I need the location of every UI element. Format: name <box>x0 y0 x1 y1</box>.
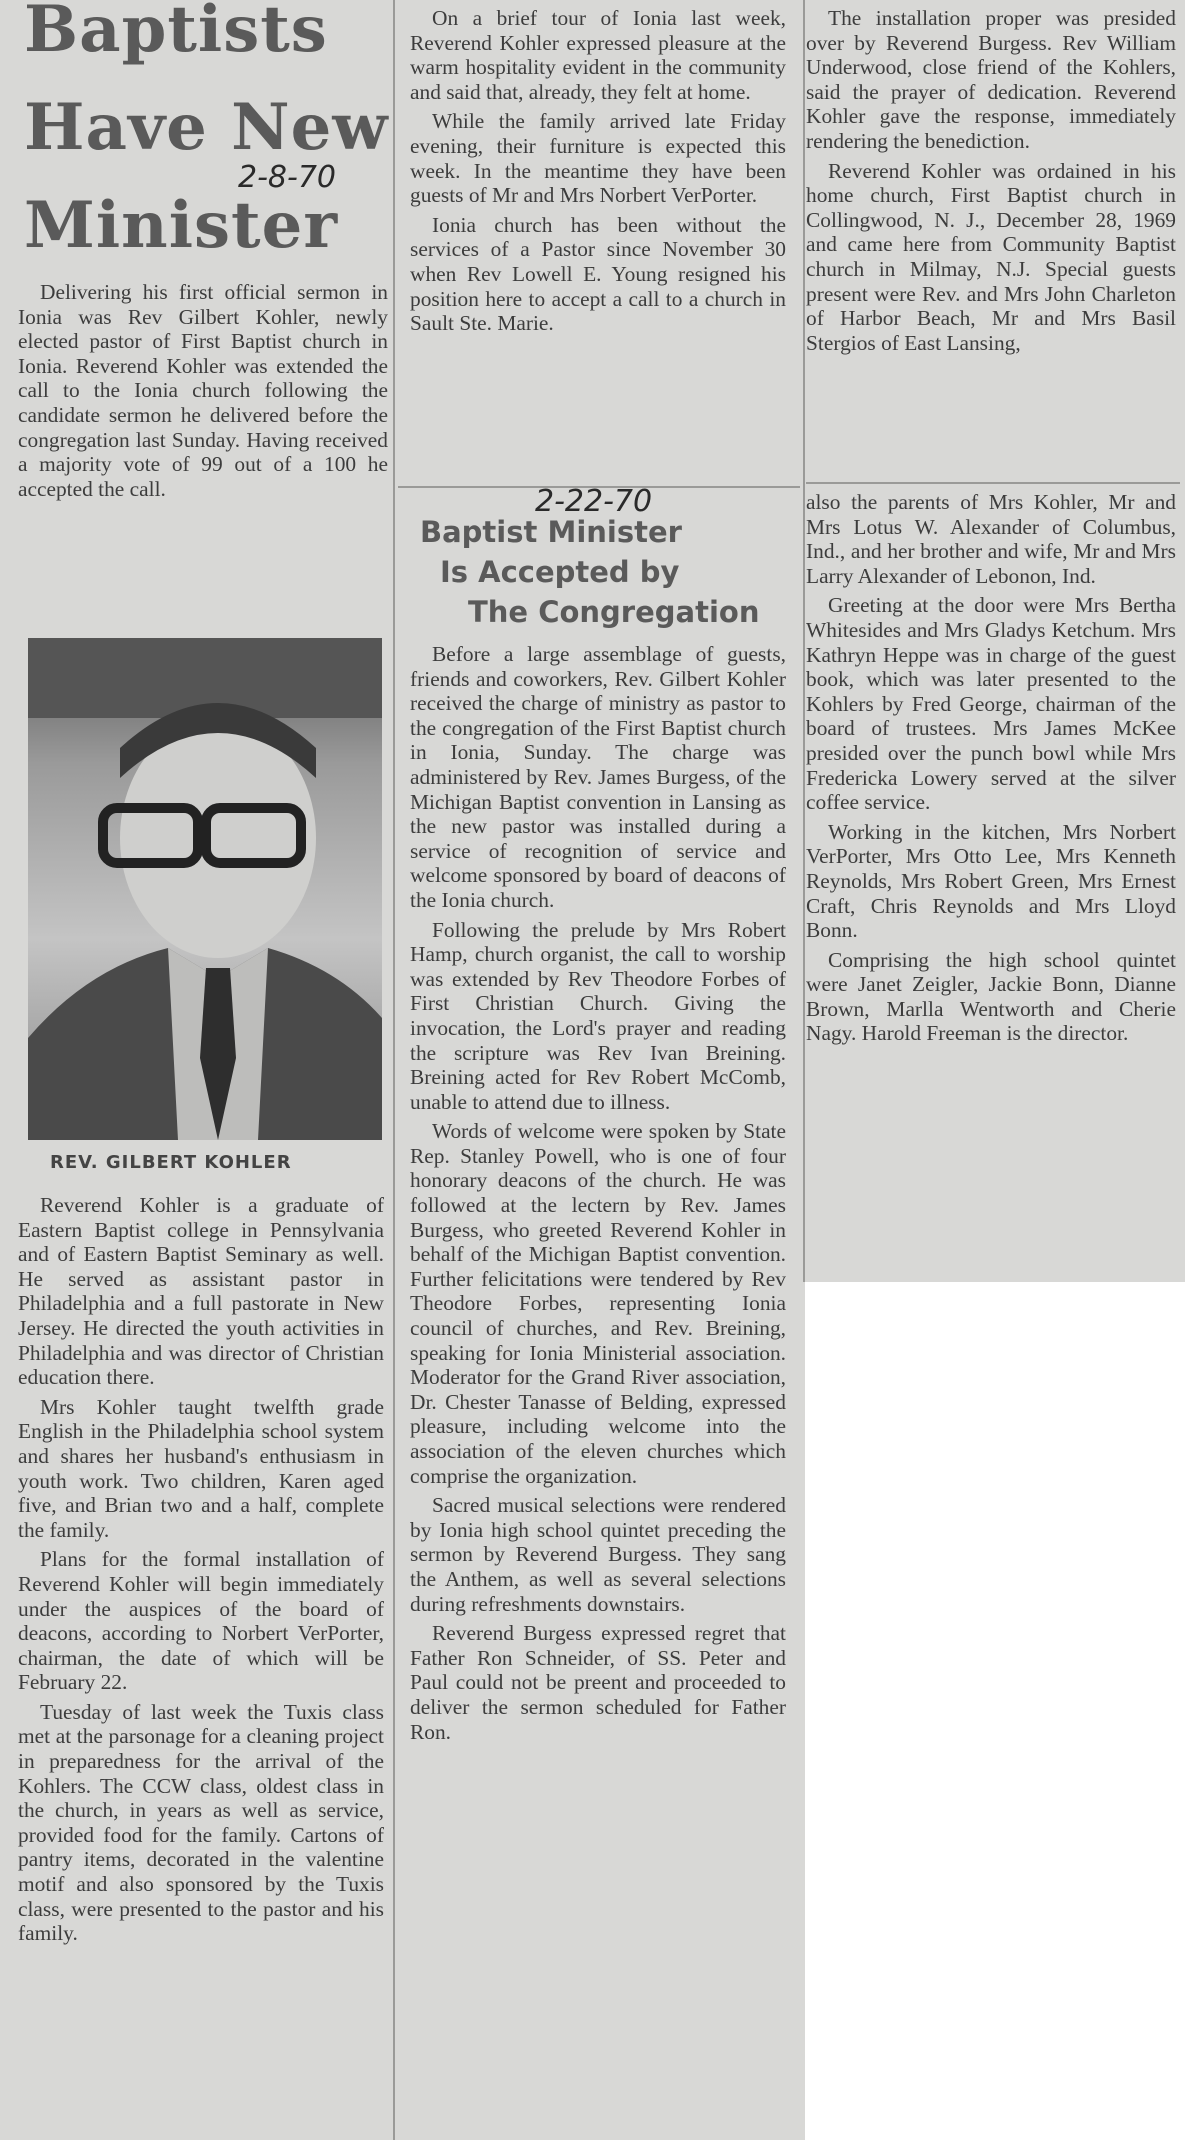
paragraph: Tuesday of last week the Tuxis class met at the parsonage for a cleaning project in preparedness for the arrival of the Kohlers. The CCW class, oldest class in the church, in years as well as service, provided food for the family. Cartons of pantry items, decorated in the valentine motif and also sponsored by the Tuxis class, were presented to the pastor and his family. <box>18 1699 384 1946</box>
paragraph: Reverend Kohler is a graduate of Eastern Baptist college in Pennsylvania and of Eastern Baptist Seminary as well. He served as assistant pastor in Philadelphia and a full pastorate in New Jersey. He directed the youth activities in Philadelphia and was director of Christian education there. <box>18 1193 384 1390</box>
paragraph: On a brief tour of Ionia last week, Reverend Kohler expressed pleasure at the warm hospitality evident in the community and said that, already, they felt at home. <box>410 6 786 104</box>
headline2-line-1: Baptist Minister <box>420 515 682 549</box>
headline-line-2: Have New <box>24 90 389 165</box>
paragraph: The installation proper was presided over by Reverend Burgess. Rev William Underwood, close friend of the Kohlers, said the prayer of dedication. Reverend Kohler gave the response, immediately rendering the benediction. <box>806 6 1176 153</box>
column-divider-1 <box>393 0 395 2140</box>
headline-line-3: Minister <box>24 188 339 263</box>
col3-divider <box>806 482 1180 484</box>
paragraph: Ionia church has been without the services of a Pastor since November 30 when Rev Lowell E. Young resigned his position here to accept a call to a church in Sault Ste. Marie. <box>410 212 786 336</box>
paragraph: Sacred musical selections were rendered by Ionia high school quintet preceding the sermon by Reverend Burgess. They sang the Anthem, as well as several selections during refreshments downstairs. <box>410 1493 786 1616</box>
article1-col2 <box>410 6 786 341</box>
article1-col1-top <box>18 280 388 506</box>
paragraph: Before a large assemblage of guests, friends and coworkers, Rev. Gilbert Kohler received the charge of ministry as pastor to the congregation of the First Baptist church in Ionia, Sunday. The charge was administered by Rev. James Burgess, of the Michigan Baptist convention in Lansing as the new pastor was installed during a service of recognition of service and welcome sponsored by board of deacons of the Ionia church. <box>410 642 786 912</box>
paragraph: Reverend Burgess expressed regret that Father Ron Schneider, of SS. Peter and Paul could not be preent and proceeded to deliver the sermon scheduled for Father Ron. <box>410 1621 786 1744</box>
portrait-illustration <box>28 638 382 1140</box>
photo-caption: REV. GILBERT KOHLER <box>50 1152 292 1173</box>
paragraph: Greeting at the door were Mrs Bertha Whitesides and Mrs Gladys Ketchum. Mrs Kathryn Heppe was in charge of the guest book, which was later presented to the Kohlers by Fred George, chairman of the board of trustees. Mrs James McKee presided over the punch bowl while Mrs Fredericka Lowery served at the silver coffee service. <box>806 593 1176 815</box>
headline-line-1: Baptists <box>24 0 328 67</box>
paragraph: Words of welcome were spoken by State Rep. Stanley Powell, who is one of four honorary deacons of the church. He was followed at the lectern by Rev. James Burgess, who greeted Reverend Kohler in behalf of the Michigan Baptist convention. Further felicitations were tendered by Rev Theodore Forbes, representing Ionia council of churches, and Rev. Breining, speaking for Ionia Ministerial association. Moderator for the Grand River association, Dr. Chester Tanasse of Belding, expressed pleasure, including welcome into the association of the eleven churches which comprise the organization. <box>410 1119 786 1488</box>
headline2-line-3: The Congregation <box>468 595 760 629</box>
headline2-line-2: Is Accepted by <box>440 555 680 589</box>
article2-col3-top <box>806 6 1176 360</box>
paragraph: Delivering his first official sermon in Ionia was Rev Gilbert Kohler, newly elected pastor of First Baptist church in Ionia. Reverend Kohler was extended the call to the Ionia church following the candidate sermon he delivered before the congregation last Sunday. Having received a majority vote of 99 out of a 100 he accepted the call. <box>18 280 388 501</box>
column-divider-2 <box>803 0 805 1282</box>
article2-col2 <box>410 642 786 1749</box>
portrait-photo <box>28 638 382 1140</box>
paragraph: Following the prelude by Mrs Robert Hamp, church organist, the call to worship was extended by Rev Theodore Forbes of First Christian Church. Giving the invocation, the Lord's prayer and reading the scripture was Rev Ivan Breining. Breining acted for Rev Robert McComb, unable to attend due to illness. <box>410 917 786 1114</box>
paragraph: Mrs Kohler taught twelfth grade English in the Philadelphia school system and shares her husband's enthusiasm in youth work. Two children, Karen aged five, and Brian two and a half, complete the family. <box>18 1394 384 1542</box>
article1-col1-bottom <box>18 1193 384 1951</box>
paragraph: Plans for the formal installation of Reverend Kohler will begin immediately under the auspices of the board of deacons, according to Norbert VerPorter, chairman, the date of which will be February 22. <box>18 1547 384 1695</box>
paragraph: While the family arrived late Friday evening, their furniture is expected this week. In the meantime they have been guests of Mr and Mrs Norbert VerPorter. <box>410 109 786 208</box>
paragraph: Working in the kitchen, Mrs Norbert VerPorter, Mrs Otto Lee, Mrs Kenneth Reynolds, Mrs Robert Green, Mrs Ernest Craft, Chris Reynolds and Mrs Lloyd Bonn. <box>806 819 1176 943</box>
paragraph: also the parents of Mrs Kohler, Mr and Mrs Lotus W. Alexander of Columbus, Ind., and her brother and wife, Mr and Mrs Larry Alexander of Lebonon, Ind. <box>806 490 1176 588</box>
handwritten-date-2: 2-22-70 <box>535 484 653 519</box>
paragraph: Comprising the high school quintet were Janet Zeigler, Jackie Bonn, Dianne Brown, Marlla Wentworth and Cherie Nagy. Harold Freeman is the director. <box>806 947 1176 1046</box>
handwritten-date-1: 2-8-70 <box>238 160 336 195</box>
article2-col3-bottom <box>806 490 1176 1051</box>
paragraph: Reverend Kohler was ordained in his home church, First Baptist church in Collingwood, N. J., December 28, 1969 and came here from Community Baptist church in Milmay, N.J. Special guests present were Rev. and Mrs John Charleton of Harbor Beach, Mr and Mrs Basil Stergios of East Lansing, <box>806 158 1176 355</box>
